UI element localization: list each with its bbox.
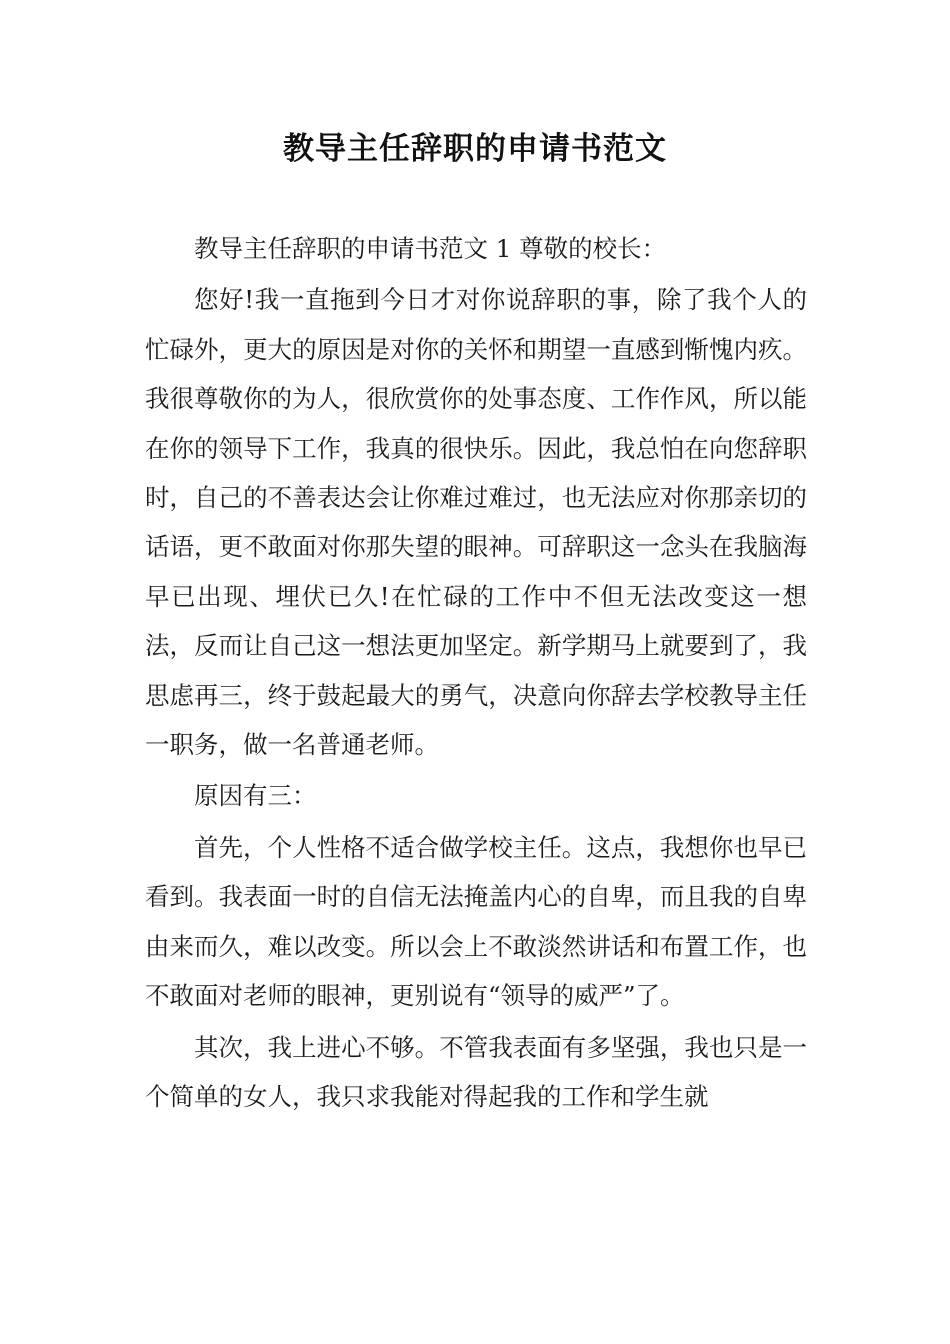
paragraph-opening: 您好!我一直拖到今日才对你说辞职的事，除了我个人的忙碌外，更大的原因是对你的关怀和期望一直感到惭愧内疚。我很尊敬你的为人，很欣赏你的处事态度、工作作风，所以能在你的领导下工作，我真的很快乐。因此，我总怕在向您辞职时，自己的不善表达会让你难过难过，也无法应对你那亲切的话语，更不敢面对你那失望的眼神。可辞职这一念头在我脑海早已出现、埋伏已久!在忙碌的工作中不但无法改变这一想法，反而让自己这一想法更加坚定。新学期马上就要到了，我思虑再三，终于鼓起最大的勇气，决意向你辞去学校教导主任一职务，做一名普通老师。	[145, 285, 807, 760]
document-title: 教导主任辞职的申请书范文	[283, 131, 667, 167]
paragraph-reason-second: 其次，我上进心不够。不管我表面有多坚强，我也只是一个简单的女人，我只求我能对得起我的工作和学生就	[145, 1032, 807, 1111]
paragraph-reasons-heading: 原因有三：	[194, 781, 317, 811]
paragraph-greeting: 教导主任辞职的申请书范文 1 尊敬的校长：	[194, 234, 667, 263]
document-body	[145, 224, 807, 1123]
paragraph-reason-first: 首先，个人性格不适合做学校主任。这点，我想你也早已看到。我表面一时的自信无法掩盖内心的自卑，而且我的自卑由来而久，难以改变。所以会上不敢淡然讲话和布置工作，也不敢面对老师的眼神，更别说有“领导的威严”了。	[145, 832, 807, 1011]
